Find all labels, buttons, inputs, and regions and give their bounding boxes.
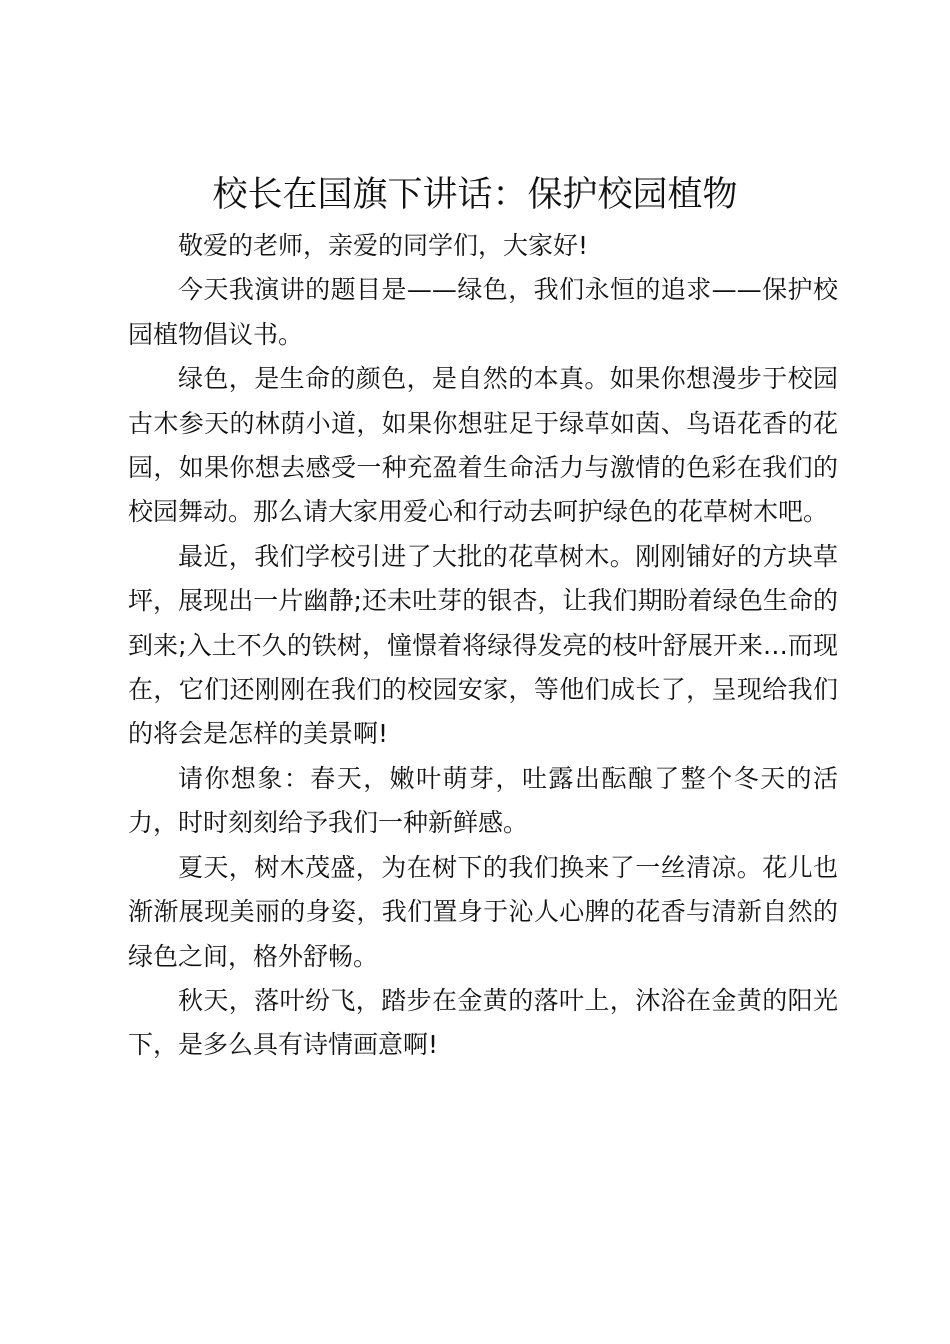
paragraph-green-life: 绿色，是生命的颜色，是自然的本真。如果你想漫步于校园古木参天的林荫小道，如果你想驻足于绿草如茵、鸟语花香的花园，如果你想去感受一种充盈着生命活力与激情的色彩在我们的校园舞动。那么请大家用爱心和行动去呵护绿色的花草树木吧。	[128, 364, 838, 527]
paragraph-autumn: 秋天，落叶纷飞，踏步在金黄的落叶上，沐浴在金黄的阳光下，是多么具有诗情画意啊!	[128, 985, 838, 1060]
paragraph-topic: 今天我演讲的题目是——绿色，我们永恒的追求——保护校园植物倡议书。	[128, 275, 838, 349]
paragraph-spring: 请你想象：春天，嫩叶萌芽，吐露出酝酿了整个冬天的活力，时时刻刻给予我们一种新鲜感。	[128, 763, 838, 838]
document-body	[128, 224, 838, 1068]
paragraph-new-plants: 最近，我们学校引进了大批的花草树木。刚刚铺好的方块草坪，展现出一片幽静;还未吐芽的银杏，让我们期盼着绿色生命的到来;入土不久的铁树，憧憬着将绿得发亮的枝叶舒展开来…而现在，它们还刚刚在我们的校园安家，等他们成长了，呈现给我们的将会是怎样的美景啊!	[128, 541, 838, 749]
paragraph-greeting: 敬爱的老师，亲爱的同学们，大家好!	[178, 231, 589, 260]
document-title: 校长在国旗下讲话：保护校园植物	[212, 175, 738, 215]
paragraph-summer: 夏天，树木茂盛，为在树下的我们换来了一丝清凉。花儿也渐渐展现美丽的身姿，我们置身于沁人心脾的花香与清新自然的绿色之间，格外舒畅。	[128, 852, 838, 971]
